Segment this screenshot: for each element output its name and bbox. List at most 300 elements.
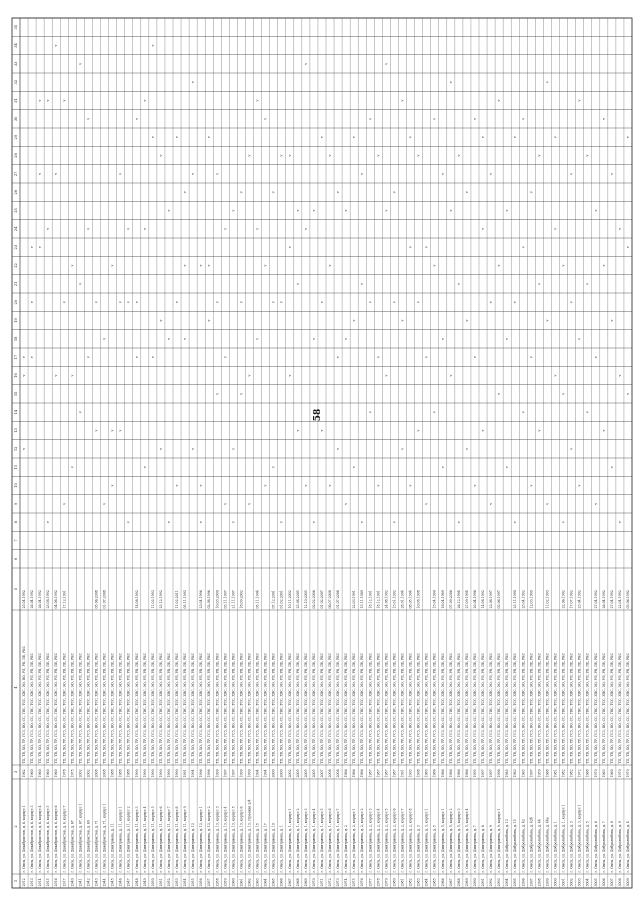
- record-address: г. Омск, ул. Дмитриева, д. 11, корпус 9: [183, 806, 188, 873]
- record-year: 1990: [142, 769, 147, 778]
- check-mark: v: [489, 172, 494, 175]
- record-address: г. Омск, ул. Дмитриева, д. 2, корпус 7: [400, 808, 405, 873]
- check-mark: v: [207, 319, 212, 322]
- check-mark: v: [545, 502, 550, 505]
- record-year: 2008: [102, 769, 107, 778]
- record-year: 1988: [118, 769, 123, 778]
- record-year: 1987: [384, 769, 389, 778]
- check-mark: v: [158, 447, 163, 450]
- check-mark: v: [311, 337, 316, 340]
- check-mark: v: [295, 282, 300, 285]
- check-mark: v: [497, 99, 502, 102]
- record-address: г. Омск, ул. Дмитриева, д. 17: [263, 823, 268, 873]
- check-mark: v: [150, 356, 155, 359]
- check-mark: v: [110, 484, 115, 487]
- record-number: 2983: [416, 878, 421, 887]
- check-mark: v: [54, 44, 59, 47]
- check-mark: v: [94, 301, 99, 304]
- check-mark: v: [110, 264, 115, 267]
- check-mark: v: [440, 172, 445, 175]
- record-year: 2007: [319, 769, 324, 778]
- header-column-number: 25: [14, 208, 18, 213]
- record-year: 1993: [408, 769, 413, 778]
- check-mark: v: [424, 246, 429, 249]
- record-number: 2996: [521, 878, 526, 887]
- record-address: г. Омск, ул. Дмитриева, д. 5, корпус 2: [448, 808, 453, 873]
- check-mark: v: [609, 466, 614, 469]
- check-mark: v: [505, 337, 510, 340]
- record-address: г. Омск, ул. Дмитриева, д. 19: [271, 823, 276, 873]
- check-mark: v: [601, 429, 606, 432]
- record-services: ТП, ТВ, ХО, ТР, ГСЗ, ВО, СС, ГВС, ТСС, ХВС, ЭО, РЛ, РВ, ЛЕ, РКС: [46, 652, 51, 764]
- record-services: ТП, ТВ, ХО, ТР, ГСЗ, ВО, СС, ГВС, ТСС, ХВС, ЭО, РЛ, РВ, ЛЕ, РКС: [569, 652, 574, 764]
- check-mark: v: [223, 502, 228, 505]
- record-address: г. Омск, ул. Декабристов, д. 71, корпус 1: [102, 803, 107, 873]
- check-mark: v: [577, 99, 582, 102]
- check-mark: v: [561, 392, 566, 395]
- check-mark: v: [609, 319, 614, 322]
- record-date: 05.11.1993: [183, 590, 188, 609]
- record-number: 3005: [593, 878, 598, 887]
- header-column-number: 24: [14, 226, 18, 232]
- record-number: 2916: [54, 878, 59, 887]
- check-mark: v: [448, 209, 453, 212]
- record-services: ТП, ТВ, ХО, ТР, ГСЗ, ВО, СС, ГВС, ТСС, ХВС, ЭО, РЛ, РВ, ЛЕ, РКС: [102, 652, 107, 764]
- record-services: ТП, ТВ, ХО, ТР, ГСЗ, ВО, СС, ГВС, ТСС, ХВС, ЭО, РЛ, РВ, ЛЕ, РКС: [62, 652, 67, 764]
- check-mark: v: [142, 99, 147, 102]
- record-address: г. Омск, ул. Добролюбова, д. 1, корпус 1: [561, 804, 566, 873]
- header-column-number: 8: [14, 521, 18, 524]
- record-address: г. Омск, ул. Декабристов, д. 69: [86, 820, 91, 873]
- check-mark: v: [456, 154, 461, 157]
- record-date: 26.04.1992: [30, 590, 35, 609]
- record-address: г. Омск, ул. Декабристов, д. 6, корпус 6: [54, 805, 59, 873]
- header-column-number: 5: [14, 587, 18, 591]
- check-mark: v: [150, 44, 155, 47]
- check-mark: v: [569, 447, 574, 450]
- record-services: ТП, ТВ, ХО, ТР, ГСЗ, ВО, СС, ГВС, ТСС, ХВС, ЭО, РЛ, РВ, ЛЕ, РКС: [38, 652, 43, 764]
- record-year: 1986: [456, 769, 461, 778]
- check-mark: v: [545, 319, 550, 322]
- header-column-number: 31: [14, 98, 18, 103]
- page-number: 58: [313, 408, 323, 422]
- record-address: г. Омск, ул. Дмитриева, д. 3, корпус 1: [424, 808, 429, 873]
- record-year: 1990: [134, 769, 139, 778]
- check-mark: v: [62, 99, 67, 102]
- record-services: ТП, ТВ, ХО, ТР, ГСЗ, ВО, СС, ГВС, ТСС, ХВС, ЭО, РЛ, РВ, ЛЕ, РКС: [319, 652, 324, 764]
- record-year: 1960: [38, 769, 43, 778]
- record-year: 1999: [239, 769, 244, 778]
- record-number: 2981: [400, 878, 405, 887]
- record-address: г. Омск, ул. Декабристов, д. 6, корпус 5: [46, 805, 51, 873]
- header-column-number: 9: [14, 502, 18, 505]
- record-year: 1988: [126, 769, 131, 778]
- record-date: 04.08.1992: [54, 590, 59, 609]
- record-year: 1960: [609, 769, 614, 778]
- check-mark: v: [384, 62, 389, 65]
- check-mark: v: [263, 117, 268, 120]
- check-mark: v: [617, 227, 622, 230]
- check-mark: v: [247, 154, 252, 157]
- check-mark: v: [22, 356, 27, 359]
- check-mark: v: [569, 301, 574, 304]
- record-date: 22.03.1991: [352, 590, 357, 609]
- record-number: 2985: [432, 878, 437, 887]
- header-column-number: 13: [14, 428, 18, 433]
- record-number: 2963: [255, 878, 260, 887]
- record-year: 1994: [191, 769, 196, 778]
- record-year: 1994: [263, 769, 268, 778]
- record-date: 18.04.1989: [440, 590, 445, 609]
- check-mark: v: [54, 374, 59, 377]
- check-mark: v: [239, 301, 244, 304]
- check-mark: v: [513, 136, 518, 139]
- check-mark: v: [416, 301, 421, 304]
- check-mark: v: [472, 356, 477, 359]
- record-date: 07.12.2001: [271, 590, 276, 609]
- record-date: 15.11.1989: [360, 590, 365, 609]
- record-services: ТП, ТВ, ХО, ТР, ГСЗ, ВО, СС, ГВС, ТСС, ХВС, ЭО, РЛ, РВ, ЛЕ, РКС: [529, 652, 534, 764]
- record-number: 2947: [126, 878, 131, 887]
- record-address: г. Омск, ул. Дмитриева, д. 2, корпус 2: [360, 808, 365, 873]
- check-mark: v: [360, 172, 365, 175]
- record-address: г. Омск, ул. Декабристов, д. 6, корпус 7: [62, 805, 67, 873]
- check-mark: v: [223, 227, 228, 230]
- check-mark: v: [78, 282, 83, 285]
- record-address: г. Омск, ул. Добролюбова, д. 3: [569, 821, 574, 873]
- record-address: г. Омск, ул. Дмитриева, д. 1, корпус 6: [328, 808, 333, 873]
- record-number: 2978: [376, 878, 381, 887]
- record-services: ТП, ТВ, ХО, ТР, ГСЗ, ВО, СС, ГВС, ТСС, ХВС, ЭО, РЛ, РВ, ЛЕ, РКС: [513, 652, 518, 764]
- record-address: г. Омск, ул. Добролюбова, д. 42б: [529, 817, 534, 873]
- check-mark: v: [183, 191, 188, 194]
- check-mark: v: [311, 209, 316, 212]
- header-column-number: 15: [14, 391, 18, 397]
- record-services: ТП, ТВ, ХО, ТР, ГСЗ, ВО, СС, ГВС, ТСС, ХВС, ЭО, РЛ, РВ, ЛЕ, РКС: [440, 652, 445, 764]
- check-mark: v: [86, 356, 91, 359]
- record-number: 2994: [505, 878, 510, 887]
- check-mark: v: [215, 301, 220, 304]
- record-year: 1998: [416, 769, 421, 778]
- header-column-number: 7: [14, 539, 18, 542]
- record-number: 2997: [529, 878, 534, 887]
- check-mark: v: [303, 484, 308, 487]
- check-mark: v: [376, 356, 381, 359]
- record-year: 1982: [569, 769, 574, 778]
- record-year: 1980: [424, 769, 429, 778]
- record-number: 2976: [360, 878, 365, 887]
- check-mark: v: [569, 172, 574, 175]
- record-services: ТП, ТВ, ХО, ТР, ГСЗ, ВО, СС, ГВС, ТСС, ХВС, ЭО, РЛ, РВ, ЛЕ, РКС: [384, 652, 389, 764]
- record-address: г. Омск, ул. Дмитриева, д. 1, корпус 3: [303, 808, 308, 873]
- record-year: 2000: [279, 769, 284, 778]
- check-mark: v: [553, 136, 558, 139]
- record-address: г. Омск, ул. Дмитриева, д. 1, корпус 5: [319, 808, 324, 873]
- check-mark: v: [231, 209, 236, 212]
- record-date: 25.08.2005: [295, 590, 300, 609]
- check-mark: v: [247, 502, 252, 505]
- check-mark: v: [553, 374, 558, 377]
- record-address: г. Омск, ул. Дмитриева, д. 1, корпус 1: [287, 808, 292, 873]
- check-mark: v: [86, 117, 91, 120]
- record-services: ТП, ТВ, ХО, ТР, ГСЗ, ВО, СС, ГВС, ТСС, ХВС, ЭО, РЛ, РВ, ЛЕ, РКС: [54, 652, 59, 764]
- record-number: 2993: [497, 878, 502, 887]
- check-mark: v: [625, 246, 630, 249]
- record-year: 1996: [207, 769, 212, 778]
- check-mark: v: [46, 99, 51, 102]
- record-services: ТП, ТВ, ХО, ТР, ГСЗ, ВО, СС, ГВС, ТСС, ХВС, ЭО, РЛ, РВ, ЛЕ, РКС: [625, 652, 630, 764]
- record-date: 02.02.2006: [311, 590, 316, 609]
- check-mark: v: [279, 154, 284, 157]
- check-mark: v: [408, 246, 413, 249]
- record-services: ТП, ТВ, ХО, ТР, ГСЗ, ВО, СС, ГВС, ТСС, ХВС, ЭО, РЛ, РВ, ЛЕ, РКС: [344, 652, 349, 764]
- check-mark: v: [344, 337, 349, 340]
- record-number: 2999: [545, 878, 550, 887]
- record-date: 12.10.2005: [303, 590, 308, 609]
- record-year: 1986: [344, 769, 349, 778]
- record-date: 23.04.1992: [577, 590, 582, 609]
- check-mark: v: [408, 484, 413, 487]
- header-column-number: 3: [14, 770, 18, 774]
- record-year: 1985: [505, 769, 510, 778]
- check-mark: v: [279, 521, 284, 524]
- record-number: 2970: [311, 878, 316, 887]
- check-mark: v: [231, 521, 236, 524]
- check-mark: v: [328, 264, 333, 267]
- header-column-number: 11: [14, 464, 18, 470]
- record-services: ТП, ТВ, ХО, ТР, ГСЗ, ВО, СС, ГВС, ТСС, ХВС, ЭО, РЛ, РВ, ЛЕ, РКС: [416, 652, 421, 764]
- record-year: 1997: [529, 769, 534, 778]
- check-mark: v: [489, 301, 494, 304]
- check-mark: v: [593, 209, 598, 212]
- record-number: 2968: [295, 878, 300, 887]
- record-year: 1983: [513, 769, 518, 778]
- record-address: г. Омск, ул. Дмитриева, д. 13: [191, 823, 196, 873]
- record-year: 1997: [489, 769, 494, 778]
- record-year: 1995: [472, 769, 477, 778]
- record-date: 12.03.1999: [529, 590, 534, 609]
- header-column-number: 6: [14, 557, 18, 560]
- record-address: г. Омск, ул. Дмитриева, д. 1, корпус 2: [295, 808, 300, 873]
- record-services: ТП, ТВ, ХО, ТР, ГСЗ, ВО, СС, ГВС, ТСС, ХВС, ЭО, РЛ, РВ, ЛЕ, РКС: [166, 652, 171, 764]
- record-address: г. Омск, ул. Дмитриева, д. 2, корпус 8: [408, 808, 413, 873]
- check-mark: v: [577, 337, 582, 340]
- check-mark: v: [392, 301, 397, 304]
- check-mark: v: [271, 466, 276, 469]
- record-year: 1986: [360, 769, 365, 778]
- record-date: 14.08.1992: [134, 590, 139, 609]
- record-number: 2973: [336, 878, 341, 887]
- record-year: 2002: [287, 769, 292, 778]
- record-year: 2005: [295, 769, 300, 778]
- check-mark: v: [472, 484, 477, 487]
- header-column-number: 27: [14, 171, 18, 177]
- record-number: 3002: [569, 878, 574, 887]
- check-mark: v: [545, 81, 550, 84]
- record-date: 03.11.1997: [223, 590, 228, 609]
- record-number: 2944: [102, 878, 107, 887]
- record-number: 2917: [62, 878, 67, 887]
- check-mark: v: [472, 117, 477, 120]
- check-mark: v: [30, 301, 35, 304]
- header-column-number: 23: [14, 244, 18, 250]
- check-mark: v: [287, 154, 292, 157]
- record-date: 21.11.1997: [231, 590, 236, 609]
- record-number: 2962: [247, 878, 252, 887]
- record-services: ТП, ТВ, ХО, ТР, ГСЗ, ВО, СС, ГВС, ТСС, ХВС, ЭО, РЛ, РВ, ЛЕ, РКС: [400, 652, 405, 764]
- check-mark: v: [134, 301, 139, 304]
- record-year: 1963: [601, 769, 606, 778]
- check-mark: v: [384, 209, 389, 212]
- check-mark: v: [537, 154, 542, 157]
- check-mark: v: [175, 484, 180, 487]
- check-mark: v: [617, 374, 622, 377]
- record-date: 22.08.1997: [489, 590, 494, 609]
- check-mark: v: [271, 191, 276, 194]
- check-mark: v: [102, 337, 107, 340]
- record-services: ТП, ТВ, ХО, ТР, ГСЗ, ВО, СС, ГВС, ТСС, ХВС, ЭО, РЛ, РВ, ЛЕ, РКС: [126, 652, 131, 764]
- record-address: г. Омск, ул. Дмитриева, д. 5, корпус 3: [456, 808, 461, 873]
- record-address: г. Омск, ул. Дмитриева, д. 7: [472, 825, 477, 873]
- record-services: ТП, ТВ, ХО, ТР, ГСЗ, ВО, СС, ГВС, ТСС, ХВС, ЭО, РЛ, РВ, ЛЕ, РКС: [545, 652, 550, 764]
- record-number: 3006: [601, 878, 606, 887]
- record-number: 2975: [352, 878, 357, 887]
- record-services: ТП, ТВ, ХО, ТР, ГСЗ, ВО, СС, ГВС, ТСС, ХВС, ЭО, РЛ, РВ, ЛЕ, РКС: [505, 652, 510, 764]
- record-address: г. Омск, ул. Добролюбова, д. 4: [625, 821, 630, 873]
- record-number: 2986: [440, 878, 445, 887]
- check-mark: v: [448, 81, 453, 84]
- check-mark: v: [126, 227, 131, 230]
- record-number: 3004: [585, 878, 590, 887]
- record-address: г. Омск, ул. Добролюбова, д. 7: [601, 821, 606, 873]
- check-mark: v: [424, 502, 429, 505]
- check-mark: v: [191, 172, 196, 175]
- record-number: 3009: [625, 878, 630, 887]
- check-mark: v: [448, 374, 453, 377]
- record-address: г. Омск, ул. Декабристов, д. 6, корпус 4: [38, 805, 43, 873]
- record-services: ТП, ТВ, ХО, ТР, ГСЗ, ВО, СС, ГВС, ТСС, ХВС, ЭО, РЛ, РВ, ЛЕ, РКС: [432, 652, 437, 764]
- check-mark: v: [440, 466, 445, 469]
- check-mark: v: [336, 447, 341, 450]
- record-year: 1986: [440, 769, 445, 778]
- record-address: г. Омск, ул. Дмитриева, д. 5: [432, 825, 437, 873]
- check-mark: v: [54, 172, 59, 175]
- header-column-number: 10: [14, 483, 18, 488]
- record-number: 2953: [175, 878, 180, 887]
- record-services: ТП, ТВ, ХО, ТР, ГСЗ, ВО, СС, ГВС, ТСС, ХВС, ЭО, РЛ, РВ, ЛЕ, РКС: [617, 652, 622, 764]
- check-mark: v: [497, 264, 502, 267]
- header-column-number: 32: [14, 79, 18, 85]
- record-date: 10.08.1998: [416, 590, 421, 609]
- record-address: г. Омск, ул. Дмитриева, д. 2: [344, 825, 349, 873]
- record-year: 1981: [553, 769, 558, 778]
- record-services: ТП, ТВ, ХО, ТР, ГСЗ, ВО, СС, ГВС, ТСС, ХВС, ЭО, РЛ, РВ, ЛЕ, РКС: [295, 652, 300, 764]
- record-year: 1998: [497, 769, 502, 778]
- header-column-number: 33: [14, 61, 18, 67]
- record-date: 25.04.1992: [22, 590, 27, 609]
- record-date: 11.02.1993: [545, 590, 550, 609]
- check-mark: v: [521, 246, 526, 249]
- record-year: 1991: [400, 769, 405, 778]
- check-mark: v: [392, 521, 397, 524]
- header-column-number: 22: [14, 263, 18, 268]
- record-year: 2005: [303, 769, 308, 778]
- record-address: г. Омск, ул. Дмитриева, д. 9: [489, 825, 494, 873]
- check-mark: v: [263, 484, 268, 487]
- record-year: 1986: [464, 769, 469, 778]
- record-services: ТП, ТВ, ХО, ТР, ГСЗ, ВО, СС, ГВС, ТСС, ХВС, ЭО, РЛ, РВ, ЛЕ, РКС: [585, 652, 590, 764]
- record-year: 1962: [22, 769, 27, 778]
- check-mark: v: [46, 227, 51, 230]
- record-address: г. Омск, ул. Дмитриева, д. 13, строение 2/4: [247, 799, 252, 873]
- record-date: 26.04.1992: [38, 590, 43, 609]
- check-mark: v: [118, 172, 123, 175]
- check-mark: v: [303, 227, 308, 230]
- check-mark: v: [376, 484, 381, 487]
- record-services: ТП, ТВ, ХО, ТР, ГСЗ, ВО, СС, ГВС, ТСС, ХВС, ЭО, РЛ, РВ, ЛЕ, РКС: [175, 652, 180, 764]
- header-column-number: 16: [14, 373, 18, 378]
- check-mark: v: [287, 246, 292, 249]
- check-mark: v: [22, 374, 27, 377]
- record-date: 01.07.2008: [336, 590, 341, 609]
- check-mark: v: [513, 521, 518, 524]
- record-services: ТП, ТВ, ХО, ТР, ГСЗ, ВО, СС, ГВС, ТСС, ХВС, ЭО, РЛ, РВ, ЛЕ, РКС: [86, 652, 91, 764]
- record-address: г. Омск, ул. Добролюбова, д. 44а: [545, 817, 550, 873]
- record-address: г. Омск, ул. Добролюбова, д. 44: [537, 819, 542, 873]
- header-column-number: 17: [14, 354, 18, 360]
- record-address: г. Омск, ул. Дмитриева, д. 13, корпус 2: [207, 806, 212, 873]
- record-date: 20.04.1996: [472, 590, 477, 609]
- record-date: 28.01.1994: [400, 590, 405, 609]
- check-mark: v: [368, 411, 373, 414]
- record-services: ТП, ТВ, ХО, ТР, ГСЗ, ВО, СС, ГВС, ТСС, ХВС, ЭО, РЛ, РВ, ЛЕ, РКС: [271, 652, 276, 764]
- record-year: 1975: [70, 769, 75, 778]
- record-address: г. Омск, ул. Дмитриева, д. 2, корпус 3: [368, 808, 373, 873]
- check-mark: v: [142, 466, 147, 469]
- record-services: ТП, ТВ, ХО, ТР, ГСЗ, ВО, СС, ГВС, ТСС, ХВС, ЭО, РЛ, РВ, ЛЕ, РКС: [247, 652, 252, 764]
- record-services: ТП, ТВ, ХО, ТР, ГСЗ, ВО, СС, ГВС, ТСС, ХВС, ЭО, РЛ, РВ, ЛЕ, РКС: [456, 652, 461, 764]
- record-number: 2960: [231, 878, 236, 887]
- check-mark: v: [561, 264, 566, 267]
- record-address: г. Омск, ул. Декабристов, д. 71: [94, 820, 99, 873]
- header-column-number: 21: [14, 281, 18, 287]
- check-mark: v: [319, 136, 324, 139]
- check-mark: v: [481, 136, 486, 139]
- record-address: г. Омск, ул. Дмитриева, д. 11, корпус 1: [118, 806, 123, 873]
- record-services: ТП, ТВ, ХО, ТР, ГСЗ, ВО, СС, ГВС, ТСС, ХВС, ЭО, РЛ, РВ, ЛЕ, РКС: [70, 652, 75, 764]
- record-number: 2950: [150, 878, 155, 887]
- check-mark: v: [529, 191, 534, 194]
- record-year: 1986: [352, 769, 357, 778]
- check-mark: v: [223, 356, 228, 359]
- record-year: 1994: [255, 769, 260, 778]
- record-year: 1988: [110, 769, 115, 778]
- record-services: ТП, ТВ, ХО, ТР, ГСЗ, ВО, СС, ГВС, ТСС, ХВС, ЭО, РЛ, РВ, ЛЕ, РКС: [207, 652, 212, 764]
- record-services: ТП, ТВ, ХО, ТР, ГСЗ, ВО, СС, ГВС, ТСС, ХВС, ЭО, РЛ, РВ, ЛЕ, РКС: [199, 652, 204, 764]
- record-number: 2964: [263, 878, 268, 887]
- record-date: 27.04.1992: [609, 590, 614, 609]
- record-year: 1997: [481, 769, 486, 778]
- record-number: 2957: [207, 878, 212, 887]
- record-year: 1987: [392, 769, 397, 778]
- check-mark: v: [456, 521, 461, 524]
- record-address: г. Омск, ул. Добролюбова, д. 15: [513, 819, 518, 873]
- record-date: 08.05.1994: [408, 590, 413, 609]
- record-year: 1987: [368, 769, 373, 778]
- record-services: ТП, ТВ, ХО, ТР, ГСЗ, ВО, СС, ГВС, ТСС, ХВС, ЭО, РЛ, РВ, ЛЕ, РКС: [336, 652, 341, 764]
- check-mark: v: [271, 301, 276, 304]
- check-mark: v: [263, 264, 268, 267]
